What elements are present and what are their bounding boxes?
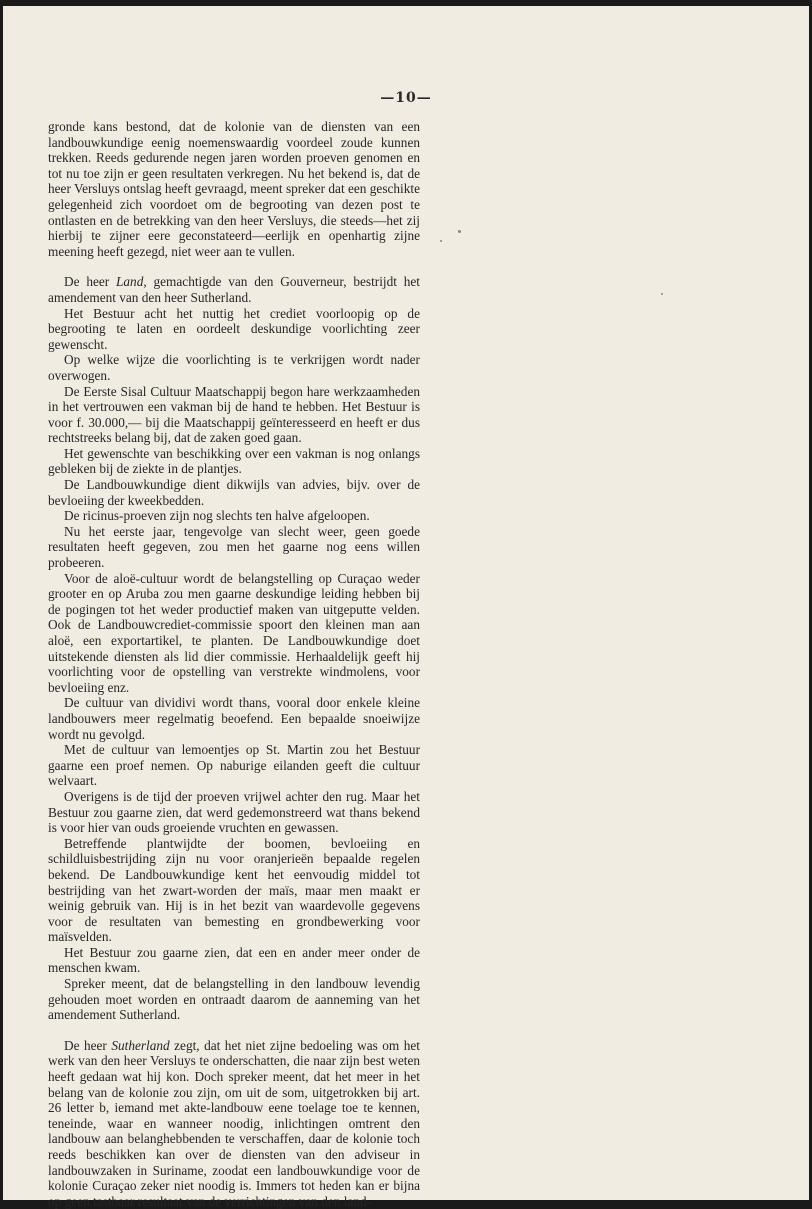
- paragraph: Het gewenschte van beschikking over een vakman is nog onlangs gebleken bij de ziekte in de plantjes.: [48, 445, 420, 477]
- paragraph: Op welke wijze die voorlichting is te verkrijgen wordt nader overwogen.: [48, 352, 420, 383]
- paragraph: De Eerste Sisal Cultuur Maatschappij begon hare werkzaamheden in het vertrouwen een vakman bij de hand te hebben. Het Bestuur is voor f. 30.000,— bij die Maatschappij geïnteresseerd en heeft er dus rechtstreeks belang bij, dat de zaken goed gaan.: [48, 383, 420, 446]
- paragraph-prefix: De heer: [64, 1037, 112, 1053]
- paragraph: Het Bestuur zou gaarne zien, dat een en ander meer onder de menschen kwam.: [48, 944, 420, 976]
- paper-speck: [661, 293, 663, 295]
- paragraph: Met de cultuur van lemoentjes op St. Martin zou het Bestuur gaarne een proef nemen. Op naburige eilanden geeft die cultuur welvaart.: [48, 742, 420, 789]
- document-page: [3, 6, 809, 1209]
- paper-speck: [440, 240, 442, 242]
- paragraph: [48, 1038, 420, 1209]
- paragraph-text: zegt, dat het niet zijne bedoeling was om het werk van den heer Versluys te onderschatten, die naar zijn best weten heeft gedaan wat hij kon. Doch spreker meent, dat het meer in het belang van de kolonie zou zijn, om uit de som, uitgetrokken bij art. 26 letter b, iemand met akte-landbouw eene toelage toe te kennen, teneinde, waar en wanneer noodig, inlichtingen omtrent den landbouw aan belanghebbenden te verschaffen, daar de kolonie toch reeds beschikken kan over de diensten van den adviseur in landbouwzaken in Suriname, zoodat een landbouwkundige voor de kolonie Curaçao zeker niet noodig is. Immers tot heden kan er bijna op geen tastbaar resultaat van de verrichtingen van den land-: [48, 1037, 420, 1209]
- speaker-name: Sutherland: [111, 1037, 170, 1053]
- page-number: —10—: [380, 90, 432, 106]
- body-text: [48, 119, 420, 1209]
- paragraph: Nu het eerste jaar, tengevolge van slecht weer, geen goede resultaten heeft gegeven, zou men het gaarne nog eens willen probeeren.: [48, 523, 420, 571]
- paragraph: Betreffende plantwijdte der boomen, bevloeiing en schildluisbestrijding zijn nu voor oranjerieën bepaalde regelen bekend. De Landbouwkundige kent het eenvoudig middel tot bestrijding van het zwart-worden der maïs, maar men maakt er weinig gebruik van. Hij is in het bezit van waardevolle gegevens voor de resultaten van bemesting en grondbewerking voor maïsvelden.: [48, 835, 420, 945]
- paragraph-text: , gemachtigde van den Gouverneur, bestrijdt het amendement van den heer Sutherland.: [48, 274, 420, 305]
- paragraph: De Landbouwkundige dient dikwijls van advies, bijv. over de bevloeiing der kweekbedden.: [48, 477, 420, 508]
- speaker-name: Land: [116, 274, 144, 290]
- paragraph-prefix: De heer: [64, 274, 117, 290]
- paragraph: Voor de aloë-cultuur wordt de belangstelling op Curaçao weder grooter en op Aruba zou men gaarne deskundige leiding hebben bij de pogingen tot het weder productief maken van uitgeputte velden. Ook de Landbouwcrediet-commissie spoort den kleinen man aan aloë, een exportartikel, te planten. De Landbouwkundige doet uitstekende diensten als lid dier commissie. Herhaaldelijk geeft hij voorlichting voor de opstelling van verstrekte windmolens, voor bevloeiing enz.: [48, 570, 420, 695]
- paragraph: [48, 274, 420, 305]
- paragraph: Het Bestuur acht het nuttig het crediet voorloopig op de begrooting te laten en oordeelt deskundige voorlichting zeer gewenscht.: [48, 305, 420, 352]
- paragraph: De ricinus-proeven zijn nog slechts ten halve afgeloopen.: [64, 508, 370, 524]
- paragraph: Spreker meent, dat de belangstelling in den landbouw levendig gehouden moet worden en ontraadt daarom de aanneming van het amendement Sutherland.: [48, 976, 420, 1023]
- paper-speck: [458, 230, 461, 233]
- paragraph: Overigens is de tijd der proeven vrijwel achter den rug. Maar het Bestuur zou gaarne zien, dat werd gedemonstreerd wat thans bekend is voor hier van ouds groeiende vruchten en gewassen.: [48, 788, 420, 836]
- paragraph: gronde kans bestond, dat de kolonie van de diensten van een landbouwkundige eenig noemenswaardig voordeel zoude kunnen trekken. Reeds gedurende negen jaren worden proeven genomen en tot nu toe zijn er geen resultaten verkregen. Nu het bekend is, dat de heer Versluys ontslag heeft gevraagd, meent spreker dat een geschikte gelegenheid zich voordoet om de begrooting van dezen post te ontlasten en de betrekking van den heer Versluys, die steeds—het zij hierbij te zijner eere geconstateerd—eerlijk en openhartig zijne meening heeft gezegd, niet weer aan te vullen.: [48, 119, 420, 259]
- paragraph: De cultuur van dividivi wordt thans, vooral door enkele kleine landbouwers meer regelmatig beoefend. Een bepaalde snoeiwijze wordt nu gevolgd.: [48, 695, 420, 742]
